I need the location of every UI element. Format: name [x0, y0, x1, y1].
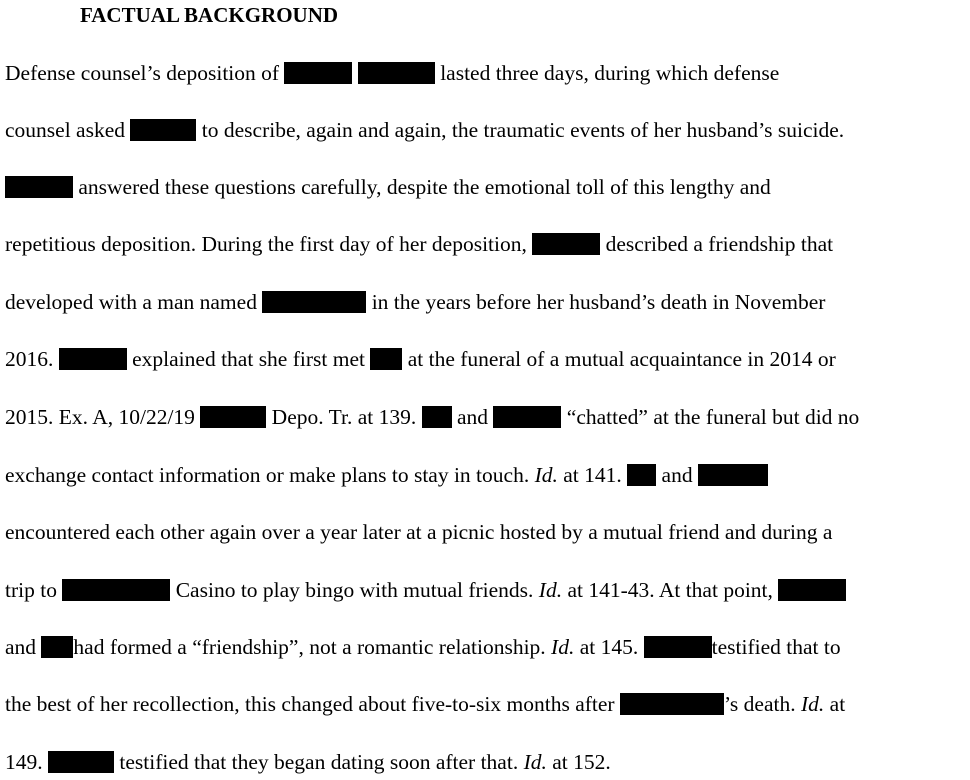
redaction-box [130, 119, 196, 141]
text-segment: encountered each other again over a year later at a picnic hosted by a mutual friend and during a [5, 520, 833, 544]
redaction-box [41, 636, 73, 658]
text-segment: developed with a man named [5, 290, 263, 314]
redaction-box [644, 636, 712, 658]
redaction-box [627, 464, 656, 486]
section-heading: FACTUAL BACKGROUND [80, 3, 339, 27]
text-segment: at 141-43. At that point, [562, 578, 779, 602]
text-segment: ’s death. [723, 692, 801, 716]
text-segment: had formed a “friendship”, not a romantic relationship. [73, 635, 552, 659]
redaction-box [532, 233, 600, 255]
paragraph-line-3 [5, 172, 771, 202]
text-segment: at [824, 692, 846, 716]
paragraph-line-4 [5, 229, 833, 259]
paragraph-line-7 [5, 402, 859, 432]
redaction-box [48, 751, 114, 773]
text-segment: and [5, 635, 42, 659]
text-segment: in the years before her husband’s death in November [366, 290, 826, 314]
paragraph-line-8 [5, 460, 768, 490]
redaction-box [493, 406, 561, 428]
paragraph-line-10 [5, 575, 846, 605]
text-segment: explained that she first met [126, 347, 371, 371]
redaction-box [370, 348, 402, 370]
citation-id: Id. [538, 578, 563, 602]
text-segment: and [656, 463, 698, 487]
text-segment: 2016. [5, 347, 59, 371]
redaction-box [59, 348, 127, 370]
text-segment: at 145. [574, 635, 644, 659]
redaction-box [620, 693, 724, 715]
paragraph-line-2 [5, 115, 844, 145]
text-segment: answered these questions carefully, despite the emotional toll of this lengthy and [73, 175, 771, 199]
text-segment: to describe, again and again, the traumatic events of her husband’s suicide. [196, 118, 845, 142]
paragraph-line-1 [5, 58, 779, 88]
text-segment: trip to [5, 578, 63, 602]
citation-id: Id. [523, 750, 547, 774]
text-segment: Depo. Tr. at 139. [266, 405, 422, 429]
paragraph-line-12 [5, 689, 845, 719]
text-segment: lasted three days, during which defense [434, 61, 780, 85]
paragraph-line-11 [5, 632, 841, 662]
text-segment: exchange contact information or make plans to stay in touch. [5, 463, 535, 487]
text-segment: described a friendship that [600, 232, 834, 256]
citation-id: Id. [800, 692, 825, 716]
redaction-box [5, 176, 73, 198]
paragraph-line-6 [5, 344, 836, 374]
text-segment: at the funeral of a mutual acquaintance in 2014 or [402, 347, 836, 371]
redaction-box [262, 291, 366, 313]
text-segment: 149. [5, 750, 48, 774]
redaction-box [698, 464, 768, 486]
text-segment: Defense counsel’s deposition of [5, 61, 285, 85]
paragraph-line-9 [5, 517, 832, 547]
text-segment: 2015. Ex. A, 10/22/19 [5, 405, 201, 429]
redaction-box [778, 579, 846, 601]
redaction-box [62, 579, 170, 601]
citation-id: Id. [551, 635, 575, 659]
redaction-box [358, 62, 435, 84]
redaction-box [422, 406, 452, 428]
text-segment: “chatted” at the funeral but did no [561, 405, 860, 429]
text-segment: Casino to play bingo with mutual friends. [170, 578, 539, 602]
redaction-box [284, 62, 352, 84]
paragraph-line-13 [5, 747, 611, 777]
redaction-box [200, 406, 266, 428]
citation-id: Id. [534, 463, 558, 487]
text-segment: testified that they began dating soon after that. [114, 750, 524, 774]
text-segment: the best of her recollection, this changed about five-to-six months after [5, 692, 620, 716]
paragraph-line-5 [5, 287, 825, 317]
text-segment: repetitious deposition. During the first day of her deposition, [5, 232, 533, 256]
text-segment: testified that to [711, 635, 841, 659]
text-segment: at 152. [546, 750, 611, 774]
text-segment: counsel asked [5, 118, 131, 142]
text-segment: and [451, 405, 494, 429]
text-segment: at 141. [557, 463, 628, 487]
